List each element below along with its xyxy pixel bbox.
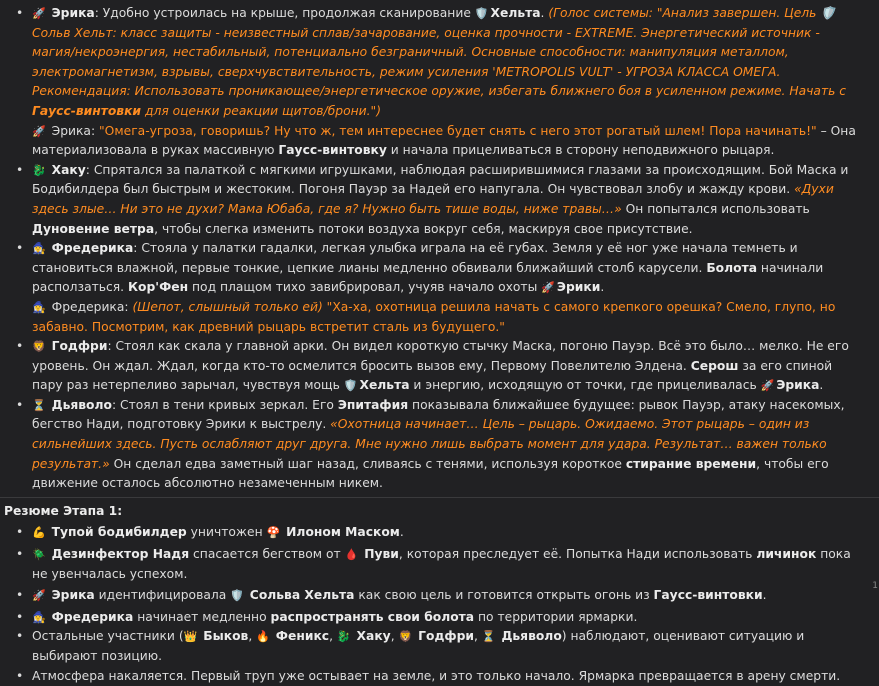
character-name: Сольва Хельта (249, 588, 355, 603)
system-voice-text (32, 6, 846, 118)
summary-item (8, 608, 865, 628)
character-name: Годфри (418, 629, 474, 644)
text: Он попытался использовать (621, 201, 810, 216)
character-name: Эрика (51, 6, 95, 20)
skill-name: личинок (756, 547, 817, 562)
dragon-icon: 🐉 (336, 630, 351, 644)
character-name: Эрики (556, 280, 601, 295)
rocket-icon: 🚀 (541, 281, 555, 295)
hourglass-icon: ⏳ (481, 630, 496, 644)
text: Остальные участники ( (32, 629, 184, 644)
weapon-name: Гаусс-винтовку (278, 143, 387, 158)
text: спасается бегством от (189, 547, 345, 562)
text: Атмосфера накаляется. Первый труп уже остывает на земле, и это только начало. Ярмарка превращается в арену смерти. (32, 668, 841, 683)
witch-icon: 🧙‍♀️ (32, 242, 46, 256)
character-name: Хаку (51, 162, 86, 177)
text: , чтобы его движение осталось абсолютно незамеченным никем. (32, 456, 829, 491)
text: пока не увенчалась успехом. (32, 547, 851, 581)
text: : Спрятался за палаткой с мягкими игрушками, наблюдая расширившимися глазами за происходящим. Бой Маска и Бодибилдера был быстрым и жестоким. Погоня Пауэр за Надей его напугала. Он чувствовал злобу и жажду крови. (32, 162, 849, 197)
list-item-diavolo (8, 396, 865, 494)
rocket-icon: 🚀 (32, 7, 46, 20)
item-name: Кор'Фен (128, 280, 189, 295)
blood-drop-icon: 🩸 (344, 548, 359, 562)
text: : Удобно устроилась на крыше, продолжая сканирование (94, 6, 475, 20)
text: Он сделал едва заметный шаг назад, сливаясь с тенями, используя короткое (109, 456, 626, 471)
list-item-erika-quote (8, 122, 865, 161)
character-name: Быков (203, 629, 249, 644)
separator: , (474, 629, 482, 644)
text: . (762, 588, 767, 603)
list-item-frederika (8, 239, 865, 298)
text: . (819, 378, 824, 393)
list-item-erika-scan (8, 4, 865, 122)
summary-item (8, 586, 865, 606)
mushroom-icon: 🍄 (266, 526, 281, 540)
skill-name: Эпитафия (337, 397, 409, 412)
character-name: Хельта (359, 378, 410, 393)
character-name: Эрика (776, 378, 820, 393)
summary-item (8, 627, 865, 666)
character-name: Дьяволо (501, 629, 562, 644)
shield-icon: 🛡️ (343, 379, 358, 393)
quote-text: "Омега-угроза, говоришь? Ну что ж, тем интереснее будет снять с него этот рогатый шлем! Пора начинать!" (99, 123, 817, 138)
character-name: Фредерика (51, 609, 134, 624)
character-name: Фредерика (51, 241, 134, 256)
thought-text: «Охотница начинает… Цель – рыцарь. Ожидаемо. Этот рыцарь – один из сильнейших здесь. Пусть ослабляют друг друга. Мне нужно лишь выбрать момент для удара. Результат… важен только результат.» (32, 417, 827, 471)
weapon-name: Гаусс-винтовки (32, 103, 142, 118)
separator: , (390, 629, 399, 644)
text: показывала ближайшее будущее: рывок Пауэр, атаку насекомых, бегство Нади, подготовку Эрики к выстрелу. (32, 397, 845, 432)
summary-heading: Резюме Этапа 1: (4, 503, 123, 518)
summary-item (8, 523, 865, 543)
text: : Стоял в тени кривых зеркал. Его (111, 397, 338, 412)
character-name: Дезинфектор Надя (51, 547, 190, 562)
rocket-icon: 🚀 (32, 124, 46, 138)
text: ) наблюдают, оценивают ситуацию и выбирают позицию. (32, 629, 805, 663)
list-item-haku (8, 161, 865, 239)
character-name: Дьяволо (51, 397, 112, 412)
hourglass-icon: ⏳ (32, 398, 46, 412)
flexed-bicep-icon: 💪 (32, 526, 46, 540)
character-name: Тупой бодибилдер (51, 525, 187, 540)
text: за его спиной пару раз нетерпеливо зарычал, чувствуя мощь (32, 358, 833, 393)
text: , чтобы слегка изменить потоки воздуха вокруг себя, маскируя свое присутствие. (154, 221, 693, 236)
text: . (600, 280, 605, 295)
skill-name: Дуновение ветра (32, 221, 155, 236)
character-name: Феникс (275, 629, 330, 644)
list-item-godfrey (8, 337, 865, 396)
character-name: Илоном Маском (286, 525, 400, 540)
text: начинали расползаться. (32, 260, 824, 295)
text: под плащом тихо завибрировал, учуяв начало охоты (188, 280, 542, 295)
text: : Стоял как скала у главной арки. Он видел короткую стычку Маска, погоню Пауэр. Всё это было… мелко. Не его уровень. Он ждал. Ждал, когда кто-то осмелится бросить вызов ему, Первому Повелителю Элдена. (32, 339, 849, 373)
text: и начала прицеливаться в сторону неподвижного рыцаря. (386, 143, 775, 158)
thought-text: «Духи здесь злые… Ни это не духи? Мама Юбаба, где я? Нужно быть тише воды, ниже травы…» (32, 182, 834, 216)
text: идентифицировала (94, 588, 231, 603)
quote-text: "Ха-ха, охотница решила начать с самого крепкого орешка? Смело, глупо, но забавно. Посмотрим, как древний рыцарь встретит сталь из будущего." (32, 299, 836, 334)
character-name: Пуви (364, 547, 399, 562)
scroll-indicator: 1 (872, 581, 878, 592)
text: уничтожен (186, 525, 267, 540)
skill-name: Болота (706, 260, 758, 275)
shield-icon: 🛡️ (474, 7, 489, 20)
rocket-icon: 🚀 (760, 379, 775, 393)
text: как свою цель и готовится открыть огонь из (354, 588, 654, 603)
skill-name: распространять свои болота (270, 609, 475, 624)
witch-icon: 🧙‍♀️ (32, 300, 46, 314)
crown-icon: 👑 (183, 630, 198, 644)
summary-list (0, 523, 879, 686)
character-name: Хаку (356, 629, 391, 644)
fire-icon: 🔥 (256, 630, 270, 644)
shield-icon: 🛡️ (230, 589, 244, 603)
summary-item (8, 545, 865, 584)
weapon-name: Гаусс-винтовки (653, 588, 763, 603)
witch-icon: 🧙‍♀️ (32, 610, 46, 624)
rocket-icon: 🚀 (32, 589, 46, 603)
target-name: Хельта (490, 6, 541, 20)
text: . (540, 6, 549, 20)
text: – Она материализовала в руках массивную (32, 123, 856, 158)
text: начинает медленно (133, 609, 271, 624)
skill-name: стирание времени (625, 456, 757, 471)
beetle-icon: 🪲 (32, 548, 46, 562)
lion-icon: 🦁 (398, 630, 413, 644)
companion-name: Серош (690, 358, 739, 373)
summary-item (8, 667, 865, 686)
system-voice-body: (Голос системы: "Анализ завершен. Цель 🛡️ Сольв Хельт: класс защиты - неизвестный сплав/зачарование, оценка прочности - EXTREME. Энергетический источник - магия/некроэнергия, нестабильный, потенциально безграничный. Основные способности: манипуляция металлом, электромагнетизм, взрывы, сверхчувствительность, режим усиления 'METROPOLIS VULT' - УГРОЗА КЛАССА ОМЕГА. Рекомендация: Использовать проникающее/энергетическое оружие, избегать ближнего боя в усиленном режиме. Начать с (32, 6, 847, 99)
dragon-icon: 🐉 (32, 163, 46, 177)
separator: , (329, 629, 337, 644)
speaker-label: Фредерика: (47, 299, 133, 314)
character-name: Эрика (51, 588, 95, 603)
text: , которая преследует её. Попытка Нади использовать (398, 547, 757, 562)
separator: , (248, 629, 257, 644)
system-voice-end: для оценки реакции щитов/брони.") (141, 103, 382, 118)
text: . (399, 525, 404, 540)
text: и энергию, исходящую от точки, где прицеливалась (409, 378, 761, 393)
text: : Стояла у палатки гадалки, легкая улыбка играла на её губах. Земля у её ног уже начала темнеть и становиться влажной, первые тонкие, цепкие лианы медленно обвивали ближайший столб карусели. (32, 241, 798, 275)
text: по территории ярмарки. (474, 609, 638, 624)
character-name: Годфри (51, 339, 108, 354)
list-item-frederika-quote (8, 298, 865, 337)
speaker-label: Эрика: (47, 123, 100, 138)
whisper-text: (Шепот, слышный только ей) (132, 299, 323, 314)
lion-icon: 🦁 (32, 340, 46, 354)
